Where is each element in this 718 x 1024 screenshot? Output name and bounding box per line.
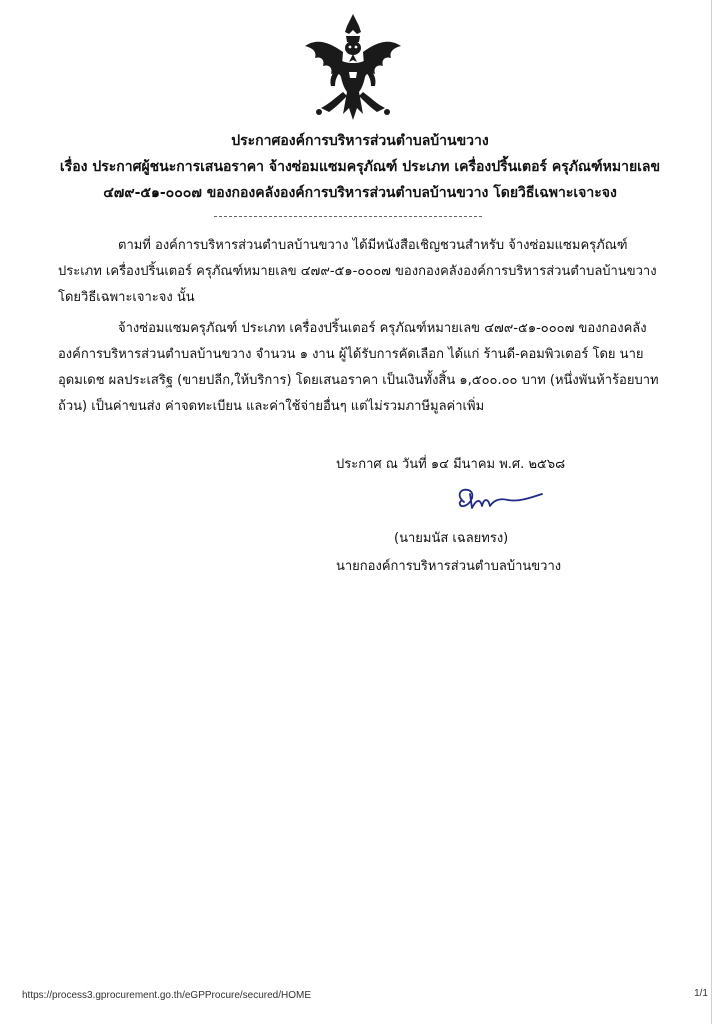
document-org-title: ประกาศองค์การบริหารส่วนตำบลบ้านขวาง: [231, 133, 489, 149]
dashed-divider: [214, 216, 482, 217]
body-paragraph-1: ตามที่ องค์การบริหารส่วนตำบลบ้านขวาง ได้มีหนังสือเชิญชวนสำหรับ จ้างซ่อมแซมครุภัณฑ์ ประเภท เครื่องปริ้นเตอร์ ครุภัณฑ์หมายเลข ๔๗๙-๕๑-๐๐๐๗ ของกองคลังองค์การบริหารส่วนตำบลบ้านขวาง โดยวิธีเฉพาะเจาะจง นั้น: [58, 238, 657, 305]
signer-title: นายกองค์การบริหารส่วนตำบลบ้านขวาง: [336, 559, 562, 574]
document-subject-line-2: ๔๗๙-๕๑-๐๐๐๗ ของกองคลังองค์การบริหารส่วนตำบลบ้านขวาง โดยวิธีเฉพาะเจาะจง: [103, 185, 617, 201]
body-paragraph-2: จ้างซ่อมแซมครุภัณฑ์ ประเภท เครื่องปริ้นเตอร์ ครุภัณฑ์หมายเลข ๔๗๙-๕๑-๐๐๐๗ ของกองคลังองค์การบริหารส่วนตำบลบ้านขวาง จำนวน ๑ งาน ผู้ได้รับการคัดเลือก ได้แก่ ร้านดี-คอมพิวเตอร์ โดย นาย อุดมเดช ผลประเสริฐ (ขายปลีก,ให้บริการ) โดยเสนอราคา เป็นเงินทั้งสิ้น ๑,๕๐๐.๐๐ บาท (หนึ่งพันห้าร้อยบาทถ้วน) เป็นค่าขนส่ง ค่าจดทะเบียน และค่าใช้จ่ายอื่นๆ แต่ไม่รวมภาษีมูลค่าเพิ่ม: [58, 321, 659, 414]
footer-url: https://process3.gprocurement.go.th/eGPProcure/secured/HOME: [22, 990, 312, 1001]
handwritten-signature: [452, 486, 546, 514]
page-number: 1/1: [694, 988, 708, 999]
announcement-date: ประกาศ ณ วันที่ ๑๔ มีนาคม พ.ศ. ๒๕๖๘: [336, 457, 566, 472]
page-edge: [711, 0, 712, 1024]
document-subject-line-1: เรื่อง ประกาศผู้ชนะการเสนอราคา จ้างซ่อมแซมครุภัณฑ์ ประเภท เครื่องปริ้นเตอร์ ครุภัณฑ์หมายเลข: [59, 159, 661, 175]
garuda-emblem-icon: [299, 12, 407, 124]
signer-name: (นายมนัส เฉลยทรง): [394, 531, 509, 546]
